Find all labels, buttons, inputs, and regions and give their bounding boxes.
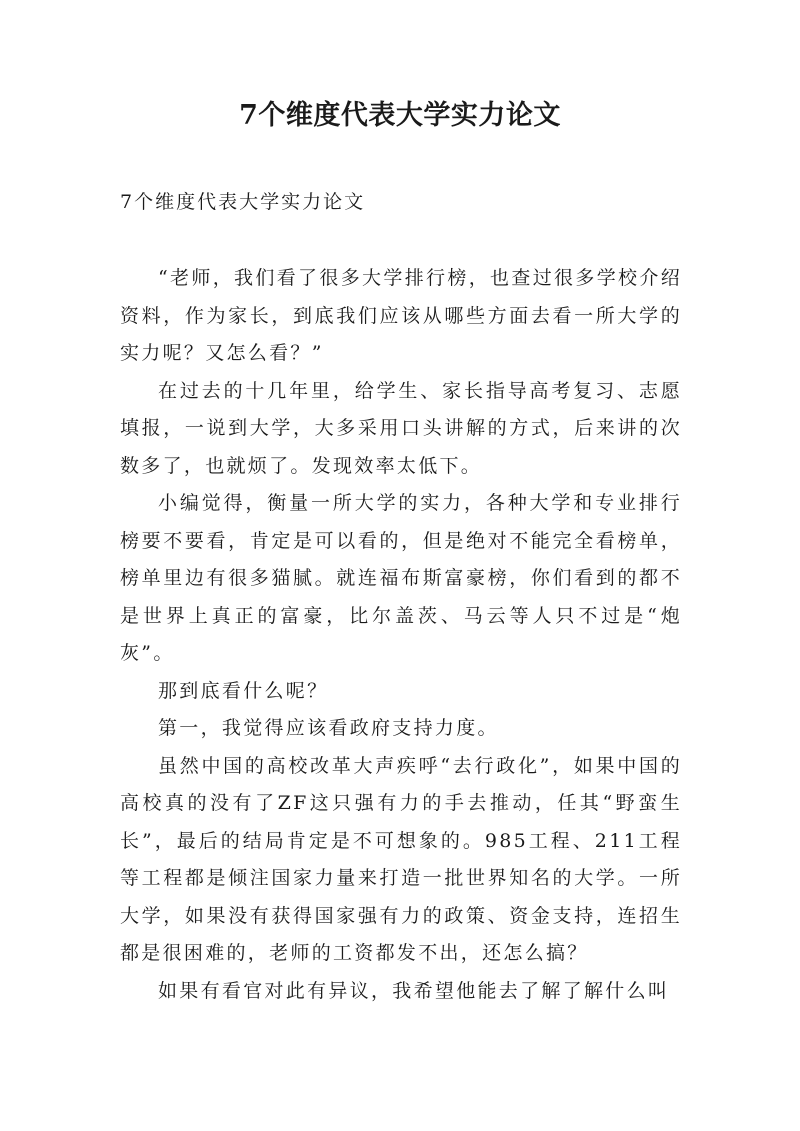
- paragraph: 小编觉得，衡量一所大学的实力，各种大学和专业排行榜要不要看，肯定是可以看的，但是绝对不能完全看榜单，榜单里边有很多猫腻。就连福布斯富豪榜，你们看到的都不是世界上真正的富豪，比尔盖茨、马云等人只不过是“炮灰”。: [120, 492, 682, 664]
- document-subtitle: 7个维度代表大学实力论文: [120, 191, 366, 213]
- paragraph: “老师，我们看了很多大学排行榜，也查过很多学校介绍资料，作为家长，到底我们应该从哪些方面去看一所大学的实力呢？又怎么看？”: [120, 267, 682, 364]
- document-title: 7个维度代表大学实力论文: [239, 100, 561, 131]
- paragraph: 虽然中国的高校改革大声疾呼“去行政化”，如果中国的高校真的没有了ZF这只强有力的手去推动，任其“野蛮生长”，最后的结局肯定是不可想象的。985工程、211工程等工程都是倾注国家力量来打造一批世界知名的大学。一所大学，如果没有获得国家强有力的政策、资金支持，连招生都是很困难的，老师的工资都发不出，还怎么搞？: [120, 754, 682, 964]
- document-body: [120, 260, 682, 1010]
- paragraph: 如果有看官对此有异议，我希望他能去了解了解什么叫: [158, 979, 670, 1002]
- paragraph: 那到底看什么呢？: [158, 679, 329, 702]
- paragraph: 在过去的十几年里，给学生、家长指导高考复习、志愿填报，一说到大学，大多采用口头讲解的方式，后来讲的次数多了，也就烦了。发现效率太低下。: [120, 379, 682, 477]
- paragraph: 第一，我觉得应该看政府支持力度。: [158, 717, 499, 739]
